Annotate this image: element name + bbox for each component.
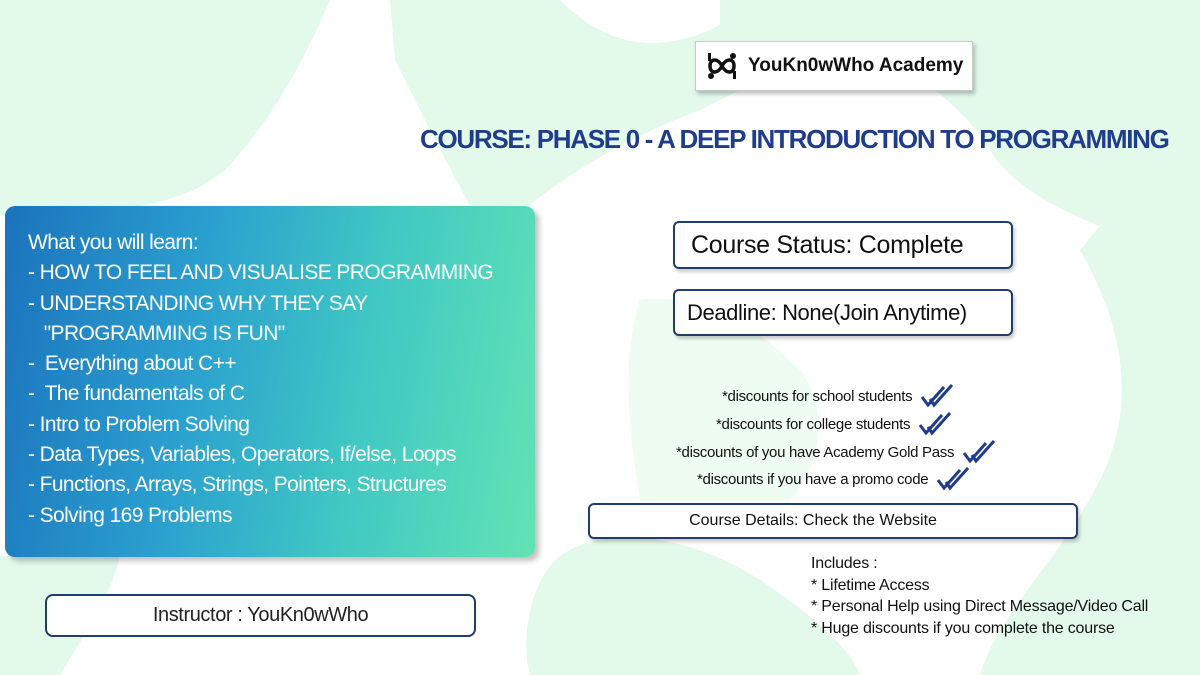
includes-list	[811, 553, 1191, 639]
infinity-hands-logo-icon	[704, 50, 740, 82]
double-check-icon	[920, 383, 954, 409]
learn-item: - UNDERSTANDING WHY THEY SAY	[28, 291, 368, 315]
includes-item: * Lifetime Access	[811, 576, 930, 594]
brand-badge	[695, 41, 973, 91]
course-title: COURSE: PHASE 0 - A DEEP INTRODUCTION TO PROGRAMMING	[420, 124, 1169, 154]
double-check-icon	[936, 466, 970, 492]
instructor-box: Instructor : YouKn0wWho	[45, 594, 476, 637]
learn-item: "PROGRAMMING IS FUN"	[28, 321, 285, 345]
learn-item: - Everything about C++	[28, 352, 236, 376]
learn-item: - Solving 169 Problems	[28, 503, 232, 527]
deadline-box: Deadline: None(Join Anytime)	[673, 289, 1013, 336]
learn-item: - Functions, Arrays, Strings, Pointers, Structures	[28, 473, 447, 497]
double-check-icon	[962, 439, 996, 465]
discount-text: *discounts for college students	[716, 415, 911, 433]
includes-item: * Huge discounts if you complete the course	[811, 619, 1115, 637]
course-details-box: Course Details: Check the Website	[588, 503, 1078, 539]
learn-item: - The fundamentals of C	[28, 382, 245, 406]
discount-text: *discounts of you have Academy Gold Pass	[676, 443, 955, 461]
learn-item: - Data Types, Variables, Operators, If/else, Loops	[28, 443, 456, 467]
discount-item	[716, 410, 952, 438]
learn-panel	[5, 206, 535, 557]
discount-item	[676, 438, 996, 466]
discount-item	[697, 465, 970, 493]
discount-text: *discounts for school students	[722, 387, 913, 405]
learn-heading: What you will learn:	[28, 231, 199, 254]
includes-item: * Personal Help using Direct Message/Video Call	[811, 598, 1149, 615]
learn-item: - Intro to Problem Solving	[28, 412, 250, 436]
double-check-icon	[918, 411, 952, 437]
learn-item: - HOW TO FEEL AND VISUALISE PROGRAMMING	[28, 261, 494, 285]
brand-name: YouKn0wWho Academy	[748, 55, 964, 76]
discount-text: *discounts if you have a promo code	[697, 470, 929, 488]
includes-heading: Includes :	[811, 555, 878, 572]
discount-item	[722, 382, 954, 410]
course-status-box: Course Status: Complete	[673, 221, 1013, 269]
